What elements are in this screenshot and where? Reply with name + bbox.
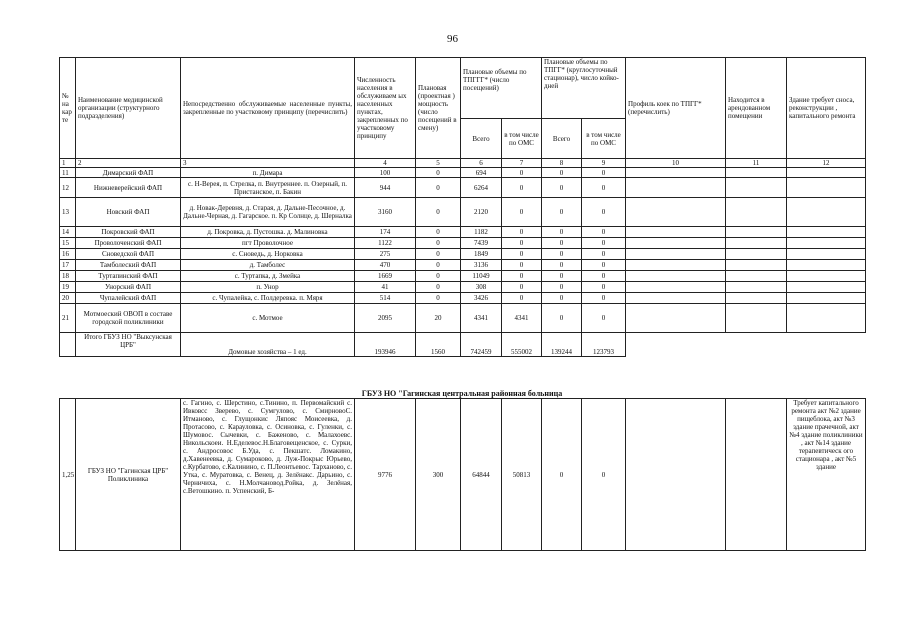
row-settlements: д. Тамболес [181, 260, 355, 271]
row-visits-total: 6264 [461, 178, 502, 198]
row-visits-oms: 0 [502, 260, 542, 271]
row-number: 19 [60, 282, 76, 293]
row-rented [726, 271, 787, 282]
page-number: 96 [447, 33, 458, 45]
row-capacity: 0 [416, 260, 461, 271]
row-population: 470 [355, 260, 416, 271]
header-beddays: Плановые объемы по ТПГГ* (круглосуточный стационар), число койко-дней [542, 58, 626, 119]
row-population: 3160 [355, 198, 416, 227]
row-profile [626, 238, 726, 249]
row-profile [626, 293, 726, 304]
row-visits-total: 64844 [461, 399, 502, 551]
row-capacity: 0 [416, 293, 461, 304]
header-org: Наименование медицинской организации (структурного подразделения) [76, 58, 181, 159]
row-population: 41 [355, 282, 416, 293]
row-beds-oms: 0 [582, 271, 626, 282]
row-capacity: 300 [416, 399, 461, 551]
row-settlements: д. Покровка, д. Пустошка. д. Малиновка [181, 227, 355, 238]
header-visits-oms: в том числе по ОМС [502, 119, 542, 159]
row-beds-oms: 0 [582, 304, 626, 333]
row-profile [626, 399, 726, 551]
row-population: 174 [355, 227, 416, 238]
total-visits-total: 742459 [461, 333, 502, 357]
col-number: 1 [60, 159, 76, 168]
row-population: 275 [355, 249, 416, 260]
row-visits-oms: 50813 [502, 399, 542, 551]
row-repair [787, 249, 866, 260]
row-settlements: п. Димара [181, 168, 355, 178]
row-settlements: с. Сноведь, д. Норковка [181, 249, 355, 260]
row-capacity: 20 [416, 304, 461, 333]
row-profile [626, 168, 726, 178]
row-visits-total: 11049 [461, 271, 502, 282]
row-population: 514 [355, 293, 416, 304]
row-settlements: с. Н-Верея, п. Стрелка, п. Внутреннее. п. Озерный, п. Пристанское, п. Бакин [181, 178, 355, 198]
row-org: Новский ФАП [76, 198, 181, 227]
table-row [60, 271, 866, 282]
row-beds-total: 0 [542, 168, 582, 178]
row-beds-total: 0 [542, 260, 582, 271]
row-settlements: д. Новак-Деревня, д. Старая, д. Дальне-Песочное, д. Дальне-Черная, д. Гагарское. п. Кр Солнце, д. Шерналка [181, 198, 355, 227]
row-rented [726, 304, 787, 333]
row-visits-oms: 0 [502, 168, 542, 178]
row-number: 21 [60, 304, 76, 333]
row-visits-oms: 4341 [502, 304, 542, 333]
row-beds-total: 0 [542, 178, 582, 198]
total-settlements: Домовые хозяйства – 1 ед. [181, 333, 355, 357]
row-visits-total: 3426 [461, 293, 502, 304]
row-beds-total: 0 [542, 282, 582, 293]
row-beds-oms: 0 [582, 227, 626, 238]
header-visits: Плановые объемы по ТПГГГ* (число посещений) [461, 58, 542, 119]
table-row [60, 260, 866, 271]
row-repair [787, 304, 866, 333]
total-num [60, 333, 76, 357]
row-capacity: 0 [416, 227, 461, 238]
row-number: 1,25 [60, 399, 76, 551]
row-org: Тамболеский ФАП [76, 260, 181, 271]
row-number: 15 [60, 238, 76, 249]
row-profile [626, 178, 726, 198]
row-visits-oms: 0 [502, 293, 542, 304]
row-number: 14 [60, 227, 76, 238]
row-org: Покровский ФАП [76, 227, 181, 238]
row-org: Туртапинский ФАП [76, 271, 181, 282]
section-title: ГБУЗ НО "Гагинская центральная районная больница [361, 389, 563, 398]
row-capacity: 0 [416, 282, 461, 293]
row-visits-oms: 0 [502, 282, 542, 293]
table-row [60, 227, 866, 238]
row-capacity: 0 [416, 178, 461, 198]
row-rented [726, 293, 787, 304]
row-settlements: с. Мотмое [181, 304, 355, 333]
row-visits-oms: 0 [502, 271, 542, 282]
col-number: 4 [355, 159, 416, 168]
row-capacity: 0 [416, 198, 461, 227]
total-repair [787, 333, 866, 357]
row-org: Унорский ФАП [76, 282, 181, 293]
row-capacity: 0 [416, 271, 461, 282]
total-label: Итого ГБУЗ НО "Выксунская ЦРБ" [76, 333, 181, 357]
row-visits-oms: 0 [502, 198, 542, 227]
row-org: Мотмоеский ОВОП в составе городской поликлиники [76, 304, 181, 333]
column-number-row [60, 159, 866, 168]
row-rented [726, 399, 787, 551]
row-beds-oms: 0 [582, 293, 626, 304]
total-beds-oms: 123793 [582, 333, 626, 357]
row-rented [726, 260, 787, 271]
row-rented [726, 249, 787, 260]
total-beds-total: 139244 [542, 333, 582, 357]
row-population: 100 [355, 168, 416, 178]
row-profile [626, 271, 726, 282]
row-settlements: с. Туртапка, д. Змейка [181, 271, 355, 282]
total-population: 193946 [355, 333, 416, 357]
row-beds-total: 0 [542, 271, 582, 282]
row-beds-oms: 0 [582, 178, 626, 198]
row-population: 1669 [355, 271, 416, 282]
header-settlements: Непосредственно обслуживаемые населенные пункты, закрепленные по участковому принципу (перечислить) [181, 58, 355, 159]
row-visits-total: 694 [461, 168, 502, 178]
total-profile [626, 333, 726, 357]
row-org: Проволоченский ФАП [76, 238, 181, 249]
row-org: Чупалейский ФАП [76, 293, 181, 304]
row-visits-oms: 0 [502, 227, 542, 238]
row-beds-total: 0 [542, 227, 582, 238]
row-beds-oms: 0 [582, 399, 626, 551]
row-number: 13 [60, 198, 76, 227]
row-population: 9776 [355, 399, 416, 551]
row-beds-total: 0 [542, 249, 582, 260]
header-rented: Находится в арендованном помещении [726, 58, 787, 159]
row-settlements: пгт Проволочное [181, 238, 355, 249]
row-visits-total: 1182 [461, 227, 502, 238]
row-beds-total: 0 [542, 238, 582, 249]
row-population: 2095 [355, 304, 416, 333]
col-number: 3 [181, 159, 355, 168]
row-visits-total: 1849 [461, 249, 502, 260]
row-profile [626, 249, 726, 260]
row-beds-oms: 0 [582, 198, 626, 227]
col-number: 9 [582, 159, 626, 168]
row-rented [726, 168, 787, 178]
row-capacity: 0 [416, 249, 461, 260]
row-beds-total: 0 [542, 293, 582, 304]
row-settlements: с. Чупалейка, с. Полдеревка. п. Мяря [181, 293, 355, 304]
row-visits-oms: 0 [502, 249, 542, 260]
row-settlements: п. Унор [181, 282, 355, 293]
row-beds-total: 0 [542, 399, 582, 551]
row-beds-oms: 0 [582, 168, 626, 178]
total-capacity: 1560 [416, 333, 461, 357]
header-profile: Профиль коек по ТПГГ* (перечислить) [626, 58, 726, 159]
row-population: 944 [355, 178, 416, 198]
row-repair [787, 198, 866, 227]
row-profile [626, 304, 726, 333]
col-number: 6 [461, 159, 502, 168]
section-table [59, 398, 866, 551]
header-visits-total: Всего [461, 119, 502, 159]
row-visits-total: 7439 [461, 238, 502, 249]
table-row [60, 304, 866, 333]
header-num: № на кар те [60, 58, 76, 159]
table-row [60, 238, 866, 249]
col-number: 10 [626, 159, 726, 168]
table-row [60, 293, 866, 304]
row-rented [726, 198, 787, 227]
row-beds-oms: 0 [582, 282, 626, 293]
row-number: 20 [60, 293, 76, 304]
table-row [60, 178, 866, 198]
row-repair [787, 293, 866, 304]
header-population: Численность населения в обслуживаем ых населенных пунктах, закрепленных по участковому принципу [355, 58, 416, 159]
row-beds-total: 0 [542, 198, 582, 227]
row-visits-total: 4341 [461, 304, 502, 333]
row-capacity: 0 [416, 238, 461, 249]
row-rented [726, 282, 787, 293]
row-repair [787, 271, 866, 282]
row-visits-total: 3136 [461, 260, 502, 271]
header-capacity: Плановая (проектная ) мощность (число посещений в смену) [416, 58, 461, 159]
row-beds-oms: 0 [582, 249, 626, 260]
row-visits-total: 308 [461, 282, 502, 293]
row-org: Димарский ФАП [76, 168, 181, 178]
row-org: Нижневерейский ФАП [76, 178, 181, 198]
row-repair [787, 260, 866, 271]
row-repair [787, 227, 866, 238]
table-row [60, 282, 866, 293]
row-repair [787, 178, 866, 198]
total-visits-oms: 555002 [502, 333, 542, 357]
row-profile [626, 260, 726, 271]
header-beds-total: Всего [542, 119, 582, 159]
row-visits-total: 2120 [461, 198, 502, 227]
row-number: 11 [60, 168, 76, 178]
header-repair: Здание требует сноса, реконструкции , капитального ремонта [787, 58, 866, 159]
row-profile [626, 282, 726, 293]
col-number: 2 [76, 159, 181, 168]
row-repair [787, 282, 866, 293]
row-profile [626, 198, 726, 227]
row-visits-oms: 0 [502, 178, 542, 198]
facilities-table [59, 57, 866, 357]
col-number: 7 [502, 159, 542, 168]
row-org: Сноведской ФАП [76, 249, 181, 260]
header-beds-oms: в том числе по ОМС [582, 119, 626, 159]
row-number: 12 [60, 178, 76, 198]
row-settlements: с. Гагино, с. Шерстино, с.Тинино, п. Первомайский с. Ивковсс Зверево, с. Сумгулово, с. СмирновоС. Итманово, с. Глущонкис Ляпояс Моисеевка, д. Протасово, с. Карауловка, с. Осиновка, с. Гуленки, с. Шумовос. Сычевки, с. Баженово, с. Малахоевс. Никольскоеи. Н.Еделевос.Н.Благовещенское, с. Сурки, с. Андросовос Б.Уда, с. Пекшатс. Ломакино, д.Хавенеевка, д. Сумароково, д. Луж-Покрыс Юрьево, с.Курбатово, с.Калинино, с. П.Леонтьевос. Тарханово, с. Утка, с. Муратовка, с. Венец, д. Зелёнакс. Дарьино, с. Черничиха, с. Н.Молчановод.Ройка, д. Зелёная, с.Ветошкино. п. Успенский, Б- [181, 399, 355, 551]
row-profile [626, 227, 726, 238]
row-beds-oms: 0 [582, 260, 626, 271]
row-repair [787, 238, 866, 249]
row-capacity: 0 [416, 168, 461, 178]
row-number: 17 [60, 260, 76, 271]
table-row [60, 198, 866, 227]
row-rented [726, 238, 787, 249]
row-number: 18 [60, 271, 76, 282]
col-number: 5 [416, 159, 461, 168]
row-beds-total: 0 [542, 304, 582, 333]
col-number: 11 [726, 159, 787, 168]
total-row [60, 333, 866, 357]
row-number: 16 [60, 249, 76, 260]
row-visits-oms: 0 [502, 238, 542, 249]
total-rented [726, 333, 787, 357]
col-number: 12 [787, 159, 866, 168]
row-rented [726, 227, 787, 238]
header-row [60, 58, 866, 119]
table-row [60, 399, 866, 551]
table-row [60, 168, 866, 178]
row-beds-oms: 0 [582, 238, 626, 249]
col-number: 8 [542, 159, 582, 168]
row-rented [726, 178, 787, 198]
row-repair: Требует капитального ремонта акт №2 здание пищеблока, акт №3 здание прачечной, акт №4 здание поликлиники , акт №14 здание терапевтическ ого стационара , акт №5 здание [787, 399, 866, 551]
row-population: 1122 [355, 238, 416, 249]
table-row [60, 249, 866, 260]
row-repair [787, 168, 866, 178]
row-org: ГБУЗ НО "Гагинская ЦРБ" Поликлиника [76, 399, 181, 551]
